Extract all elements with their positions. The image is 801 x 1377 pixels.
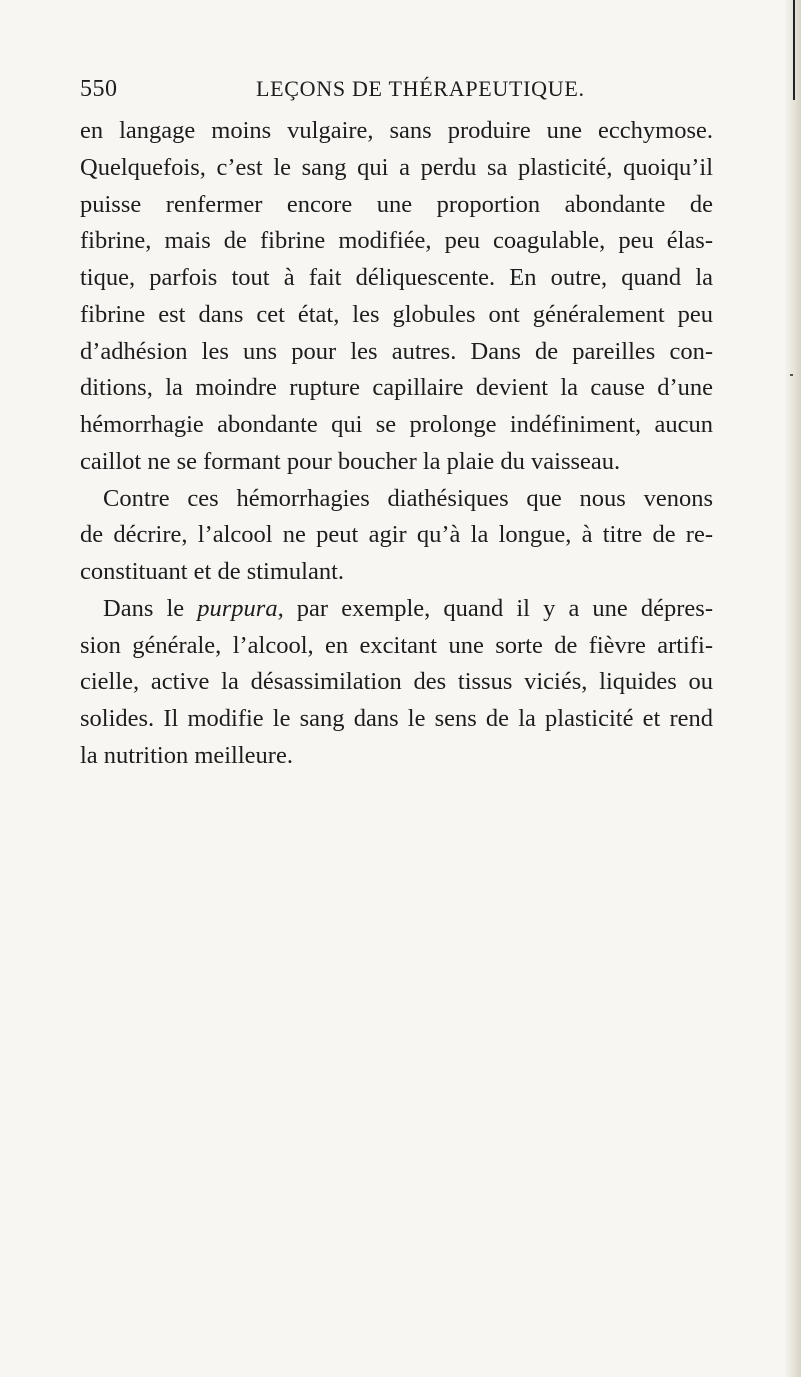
text-line: de décrire, l’alcool ne peut agir qu’à la longue, à titre de re- (80, 521, 713, 549)
text-line: Quelquefois, c’est le sang qui a perdu sa plasticité, quoiqu’il (80, 153, 713, 181)
paragraph-start-line (80, 591, 713, 628)
margin-mark (790, 374, 793, 376)
body-text (80, 113, 713, 775)
text-line: cielle, active la désassimilation des tissus viciés, liquides ou (80, 668, 713, 696)
binding-edge-line (793, 0, 795, 100)
paragraph-start-line: Contre ces hémorrhagies diathésiques que nous venons (103, 484, 713, 512)
text-line: en langage moins vulgaire, sans produire une ecchymose. (80, 117, 713, 144)
page-edge-shadow (785, 0, 801, 1377)
italic-term: purpura, (197, 594, 284, 622)
text-line: puisse renfermer encore une proportion abondante de (80, 190, 713, 218)
text-segment: Dans le (103, 594, 198, 622)
text-line: caillot ne se formant pour boucher la plaie du vaisseau. (80, 447, 621, 475)
text-line: constituant et de stimulant. (80, 558, 345, 585)
text-line: hémorrhagie abondante qui se prolonge indéfiniment, aucun (80, 411, 713, 438)
text-segment: par exemple, quand il y a une dépres- (283, 594, 713, 622)
text-line: fibrine est dans cet état, les globules ont généralement peu (80, 300, 713, 328)
text-line: fibrine, mais de fibrine modifiée, peu coagulable, peu élas- (80, 227, 713, 255)
text-line: sion générale, l’alcool, en excitant une sorte de fièvre artifi- (80, 631, 713, 659)
page-number: 550 (80, 76, 118, 102)
page-header (80, 76, 712, 106)
text-line: ditions, la moindre rupture capillaire devient la cause d’une (80, 374, 713, 402)
text-line: d’adhésion les uns pour les autres. Dans de pareilles con- (80, 337, 713, 365)
text-line: la nutrition meilleure. (80, 741, 293, 769)
running-head: LEÇONS DE THÉRAPEUTIQUE. (256, 76, 585, 101)
text-line: solides. Il modifie le sang dans le sens de la plasticité et rend (80, 705, 713, 732)
text-line: tique, parfois tout à fait déliquescente. En outre, quand la (80, 264, 713, 291)
